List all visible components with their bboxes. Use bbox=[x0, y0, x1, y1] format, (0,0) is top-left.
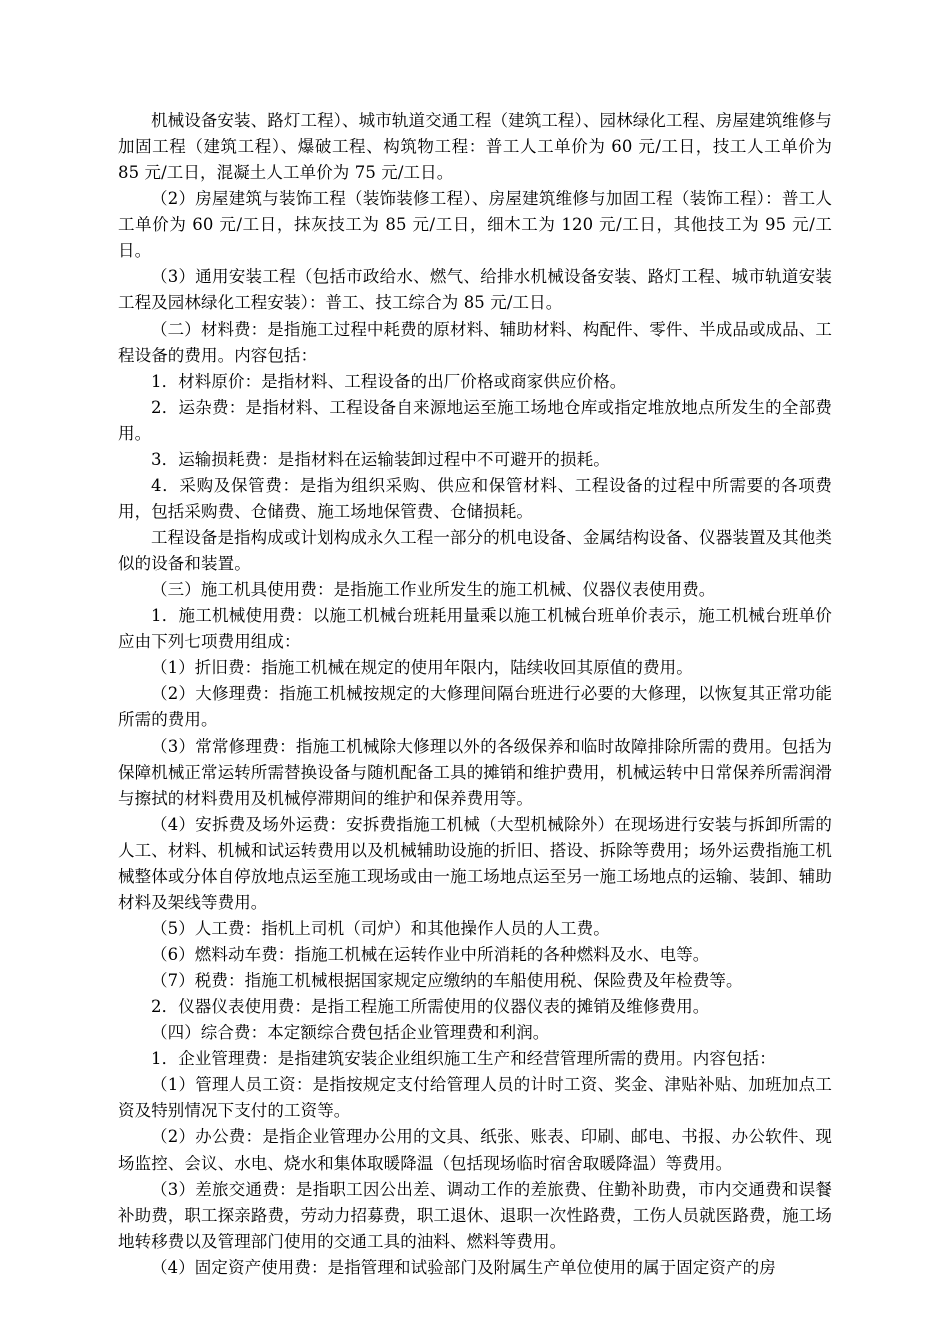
paragraph: （二）材料费：是指施工过程中耗费的原材料、辅助材料、构配件、零件、半成品或成品、工程设备的费用。内容包括： bbox=[118, 319, 832, 365]
paragraph: （7）税费：指施工机械根据国家规定应缴纳的车船使用税、保险费及年检费等。 bbox=[151, 971, 743, 991]
paragraph: 2．运杂费：是指材料、工程设备自来源地运至施工场地仓库或指定堆放地点所发生的全部费用。 bbox=[118, 397, 832, 443]
paragraph: （5）人工费：指机上司机（司炉）和其他操作人员的人工费。 bbox=[151, 918, 610, 938]
paragraph: （4）固定资产使用费：是指管理和试验部门及附属生产单位使用的属于固定资产的房 bbox=[151, 1257, 776, 1277]
paragraph: （3）通用安装工程（包括市政给水、燃气、给排水机械设备安装、路灯工程、城市轨道安装工程及园林绿化工程安装）：普工、技工综合为 85 元/工日。 bbox=[118, 267, 832, 313]
paragraph: （3）差旅交通费：是指职工因公出差、调动工作的差旅费、住勤补助费，市内交通费和误餐补助费，职工探亲路费，劳动力招募费，职工退休、退职一次性路费，工伤人员就医路费，施工场地转移费以及管理部门使用的交通工具的油料、燃料等费用。 bbox=[118, 1179, 832, 1251]
paragraph: 4．采购及保管费：是指为组织采购、供应和保管材料、工程设备的过程中所需要的各项费用，包括采购费、仓储费、施工场地保管费、仓储损耗。 bbox=[118, 475, 832, 521]
document-body bbox=[118, 108, 832, 1281]
paragraph: 1．材料原价：是指材料、工程设备的出厂价格或商家供应价格。 bbox=[151, 371, 627, 391]
paragraph: （4）安拆费及场外运费：安拆费指施工机械（大型机械除外）在现场进行安装与拆卸所需的人工、材料、机械和试运转费用以及机械辅助设施的折旧、搭设、拆除等费用；场外运费指施工机械整体或分体自停放地点运至施工现场或由一施工场地点运至另一施工场地点的运输、装卸、辅助材料及架线等费用。 bbox=[118, 814, 832, 912]
paragraph: 工程设备是指构成或计划构成永久工程一部分的机电设备、金属结构设备、仪器装置及其他类似的设备和装置。 bbox=[118, 528, 832, 574]
paragraph: 1．施工机械使用费：以施工机械台班耗用量乘以施工机械台班单价表示，施工机械台班单价应由下列七项费用组成： bbox=[118, 606, 832, 652]
paragraph: （1）折旧费：指施工机械在规定的使用年限内，陆续收回其原值的费用。 bbox=[151, 658, 693, 678]
paragraph: （2）大修理费：指施工机械按规定的大修理间隔台班进行必要的大修理，以恢复其正常功能所需的费用。 bbox=[118, 684, 832, 730]
paragraph: 3．运输损耗费：是指材料在运输装卸过程中不可避开的损耗。 bbox=[151, 449, 610, 469]
paragraph: 机械设备安装、路灯工程）、城市轨道交通工程（建筑工程）、园林绿化工程、房屋建筑维修与加固工程（建筑工程）、爆破工程、构筑物工程：普工人工单价为 60 元/工日，技工人工单价为 85 元/工日，混凝土人工单价为 75 元/工日。 bbox=[118, 111, 832, 183]
paragraph: 2．仪器仪表使用费：是指工程施工所需使用的仪器仪表的摊销及维修费用。 bbox=[151, 997, 710, 1017]
paragraph: （2）办公费：是指企业管理办公用的文具、纸张、账表、印刷、邮电、书报、办公软件、现场监控、会议、水电、烧水和集体取暖降温（包括现场临时宿舍取暖降温）等费用。 bbox=[118, 1127, 832, 1173]
paragraph: （6）燃料动车费：指施工机械在运转作业中所消耗的各种燃料及水、电等。 bbox=[151, 945, 710, 964]
paragraph: （3）常常修理费：指施工机械除大修理以外的各级保养和临时故障排除所需的费用。包括为保障机械正常运转所需替换设备与随机配备工具的摊销和维护费用，机械运转中日常保养所需润滑与擦拭的材料费用及机械停滞期间的维护和保养费用等。 bbox=[118, 736, 832, 808]
paragraph: （2）房屋建筑与装饰工程（装饰装修工程）、房屋建筑维修与加固工程（装饰工程）：普工人工单价为 60 元/工日，抹灰技工为 85 元/工日，细木工为 120 元/工日，其他技工为 95 元/工日。 bbox=[118, 189, 832, 261]
paragraph: （三）施工机具使用费：是指施工作业所发生的施工机械、仪器仪表使用费。 bbox=[151, 580, 716, 600]
paragraph: （1）管理人员工资：是指按规定支付给管理人员的计时工资、奖金、津贴补贴、加班加点工资及特别情况下支付的工资等。 bbox=[118, 1075, 832, 1121]
paragraph: 1．企业管理费：是指建筑安装企业组织施工生产和经营管理所需的费用。内容包括： bbox=[151, 1049, 776, 1069]
paragraph: （四）综合费：本定额综合费包括企业管理费和利润。 bbox=[151, 1023, 550, 1043]
